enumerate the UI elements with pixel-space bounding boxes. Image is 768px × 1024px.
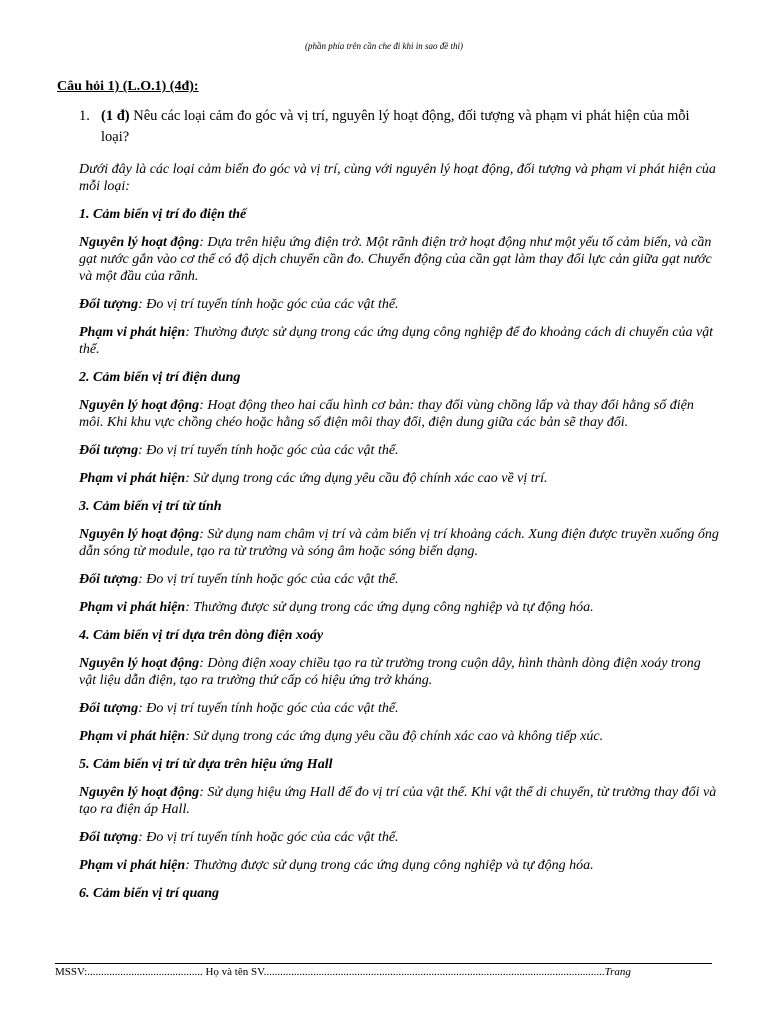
sensor-principle [79, 234, 719, 285]
object-text: : Đo vị trí tuyến tính hoặc góc của các vật thể. [138, 701, 399, 716]
object-label: Đối tượng [79, 701, 139, 716]
range-text: : Thường được sử dụng trong các ứng dụng công nghiệp và tự động hóa. [185, 600, 594, 615]
principle-text: : Dựa trên hiệu ứng điện trở. Một rãnh điện trở hoạt động như một yếu tố cảm biến, và cần gạt nước gắn vào cơ thể có độ dịch chuyển cần đo. Chuyển động của cần gạt làm thay đổi lực cản giữa gạt nước và một đầu của rãnh. [79, 235, 712, 284]
question-title: Câu hỏi 1) (L.O.1) (4đ): [57, 79, 199, 94]
object-text: : Đo vị trí tuyến tính hoặc góc của các vật thể. [138, 297, 399, 312]
sensor-heading: 4. Cảm biến vị trí dựa trên dòng điện xoáy [79, 628, 324, 643]
range-text: : Thường được sử dụng trong các ứng dụng công nghiệp và tự động hóa. [185, 858, 594, 873]
principle-label: Nguyên lý hoạt động [79, 656, 200, 671]
header-note: (phần phía trên cần che đi khi in sao đề thi) [305, 41, 463, 51]
sensor-object [79, 571, 719, 588]
sensor-range [79, 857, 719, 874]
sensor-heading: 6. Cảm biến vị trí quang [79, 886, 220, 901]
principle-text: : Sử dụng nam châm vị trí và cảm biến vị trí khoảng cách. Xung điện được truyền xuống ống dẫn sóng từ module, tạo ra từ trường và sóng âm hoặc sóng biến dạng. [79, 527, 719, 559]
sensor-range [79, 470, 719, 487]
sensor-heading: 5. Cảm biến vị trí từ dựa trên hiệu ứng Hall [79, 757, 333, 772]
principle-label: Nguyên lý hoạt động [79, 235, 200, 250]
object-label: Đối tượng [79, 297, 139, 312]
principle-text: : Hoạt động theo hai cấu hình cơ bản: thay đổi vùng chồng lấp và thay đổi hằng số điện môi. Khi khu vực chồng chéo hoặc hằng số điện môi thay đổi, điện dung giữa các bản sẽ thay đổi. [79, 398, 694, 430]
sensor-object [79, 296, 719, 313]
range-label: Phạm vi phát hiện [79, 471, 186, 486]
object-label: Đối tượng [79, 572, 139, 587]
object-text: : Đo vị trí tuyến tính hoặc góc của các vật thể. [138, 572, 399, 587]
principle-label: Nguyên lý hoạt động [79, 398, 200, 413]
name-label: Họ và tên SV [202, 966, 264, 978]
sensor-principle [79, 784, 719, 818]
range-label: Phạm vi phát hiện [79, 600, 186, 615]
range-label: Phạm vi phát hiện [79, 858, 186, 873]
sensor-principle [79, 655, 719, 689]
principle-text: : Sử dụng hiệu ứng Hall để đo vị trí của vật thể. Khi vật thể di chuyển, từ trường thay đổi và tạo ra điện áp Hall. [79, 785, 717, 817]
item-number: 1. [79, 108, 90, 124]
sensor-object [79, 700, 719, 717]
item-text: Nêu các loại cảm đo góc và vị trí, nguyên lý hoạt động, đối tượng và phạm vi phát hiện của mỗi loại? [101, 108, 690, 145]
question-item-1 [79, 106, 719, 148]
name-dots: ............................................................................................................................ [263, 966, 605, 978]
object-text: : Đo vị trí tuyến tính hoặc góc của các vật thể. [138, 830, 399, 845]
range-label: Phạm vi phát hiện [79, 729, 186, 744]
object-label: Đối tượng [79, 443, 139, 458]
footer [55, 966, 712, 978]
page-label: Trang [604, 966, 631, 978]
object-label: Đối tượng [79, 830, 139, 845]
footer-divider [55, 963, 712, 964]
principle-label: Nguyên lý hoạt động [79, 785, 200, 800]
sensor-principle [79, 397, 719, 431]
mssv-dots: .......................................... [87, 966, 203, 978]
sensor-heading: 2. Cảm biến vị trí điện dung [79, 370, 241, 385]
sensor-range [79, 728, 719, 745]
sensor-object [79, 829, 719, 846]
principle-text: : Dòng điện xoay chiều tạo ra từ trường trong cuộn dây, hình thành dòng điện xoáy trong vật liệu dẫn điện, tạo ra trường thứ cấp có hiệu ứng trở kháng. [79, 656, 701, 688]
answer-body [79, 161, 719, 913]
sensor-range [79, 324, 719, 358]
item-text-block [101, 106, 719, 148]
range-label: Phạm vi phát hiện [79, 325, 186, 340]
mssv-label: MSSV: [55, 966, 88, 978]
range-text: : Sử dụng trong các ứng dụng yêu cầu độ chính xác cao và không tiếp xúc. [185, 729, 604, 744]
range-text: : Thường được sử dụng trong các ứng dụng công nghiệp để đo khoảng cách di chuyển của vật thể. [79, 325, 714, 357]
sensor-object [79, 442, 719, 459]
sensor-heading: 1. Cảm biến vị trí đo điện thế [79, 207, 247, 222]
principle-label: Nguyên lý hoạt động [79, 527, 200, 542]
sensor-heading: 3. Cảm biến vị trí từ tính [79, 499, 222, 514]
object-text: : Đo vị trí tuyến tính hoặc góc của các vật thể. [138, 443, 399, 458]
item-points: (1 đ) [101, 108, 130, 124]
sensor-range [79, 599, 719, 616]
range-text: : Sử dụng trong các ứng dụng yêu cầu độ chính xác cao về vị trí. [185, 471, 548, 486]
sensor-principle [79, 526, 719, 560]
intro-paragraph: Dưới đây là các loại cảm biến đo góc và vị trí, cùng với nguyên lý hoạt động, đối tượng và phạm vi phát hiện của mỗi loại: [79, 162, 716, 194]
